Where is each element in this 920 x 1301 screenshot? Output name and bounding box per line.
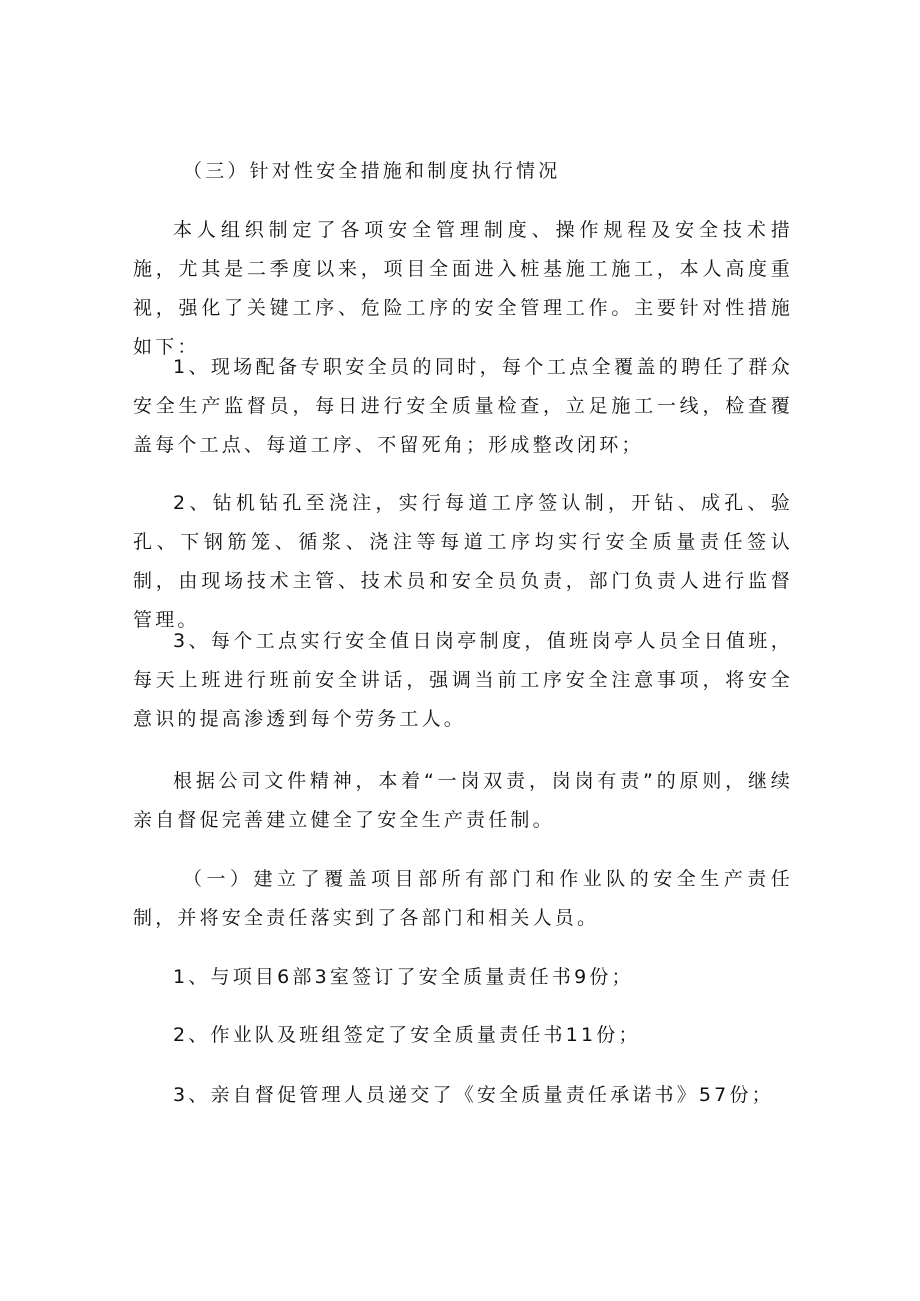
- list-item-3: 3、亲自督促管理人员递交了《安全质量责任承诺书》57份；: [173, 1084, 774, 1106]
- measure-3-paragraph: 3、每个工点实行安全值日岗亭制度，值班岗亭人员全日值班，每天上班进行班前安全讲话，强调当前工序安全注意事项，将安全意识的提高渗透到每个劳务工人。: [133, 630, 793, 730]
- measure-1-paragraph: 1、现场配备专职安全员的同时，每个工点全覆盖的聘任了群众安全生产监督员，每日进行安全质量检查，立足施工一线，检查覆盖每个工点、每道工序、不留死角；形成整改闭环；: [133, 356, 793, 456]
- section-heading-safety-measures: （三）针对性安全措施和制度执行情况: [183, 160, 561, 182]
- subsection-heading-responsibility: （一）建立了覆盖项目部所有部门和作业队的安全生产责任制，并将安全责任落实到了各部门和相关人员。: [133, 868, 793, 929]
- list-item-2: 2、作业队及班组签定了安全质量责任书11份；: [173, 1024, 641, 1046]
- intro-paragraph: 本人组织制定了各项安全管理制度、操作规程及安全技术措施，尤其是二季度以来，项目全面进入桩基施工施工，本人高度重视，强化了关键工序、危险工序的安全管理工作。主要针对性措施如下：: [133, 219, 793, 358]
- list-item-1: 1、与项目6部3室签订了安全质量责任书9份；: [173, 966, 634, 988]
- measure-2-paragraph: 2、钻机钻孔至浇注，实行每道工序签认制，开钻、成孔、验孔、下钢筋笼、循浆、浇注等每道工序均实行安全质量责任签认制，由现场技术主管、技术员和安全员负责，部门负责人进行监督管理。: [133, 492, 793, 631]
- responsibility-intro-paragraph: 根据公司文件精神，本着“一岗双责，岗岗有责”的原则，继续亲自督促完善建立健全了安全生产责任制。: [133, 770, 793, 831]
